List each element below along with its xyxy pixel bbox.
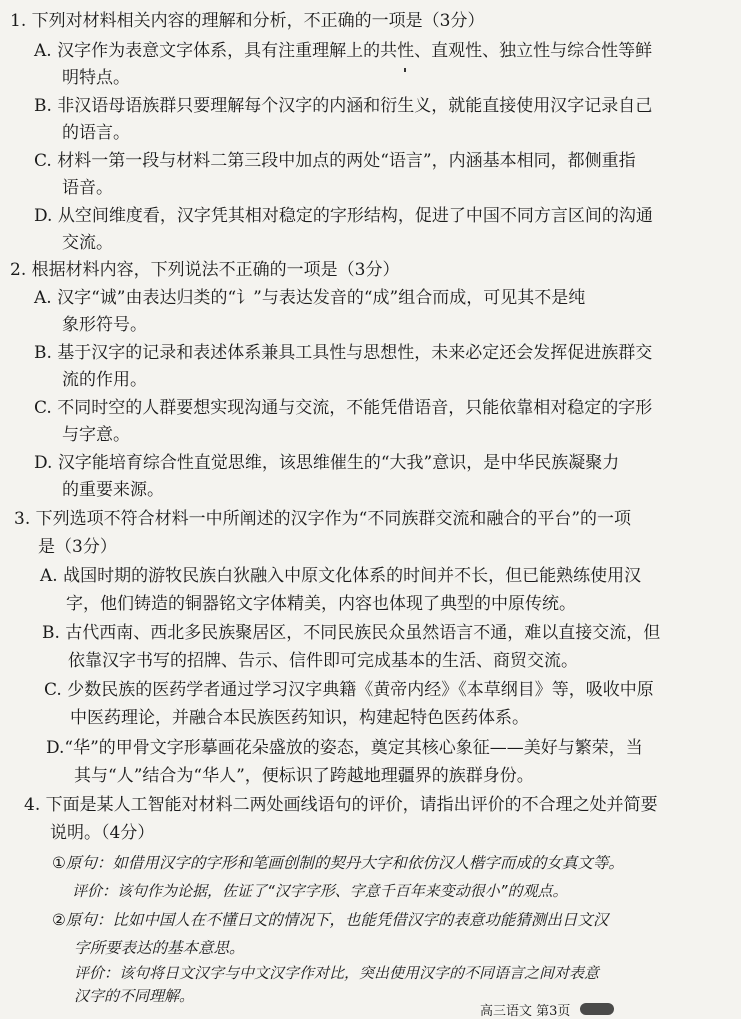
q3-stem: 3. 下列选项不符合材料一中所阐述的汉字作为“不同族群交流和融合的平台”的一项 [14,509,632,529]
q2-option-a: A. 汉字“诚”由表达归类的“讠”与表达发音的“成”组合而成，可见其不是纯 [34,288,586,308]
q4-item2-original-cont: 字所要表达的基本意思。 [74,939,245,957]
q4-item1-review: 评价：该句作为论据，佐证了“汉字字形、字意千百年来变动很小”的观点。 [72,882,568,900]
q3-option-d: D.“华”的甲骨文字形摹画花朵盛放的姿态，奠定其核心象征——美好与繁荣，当 [46,738,643,758]
q4-item2-original: ②原句：比如中国人在不懂日文的情况下，也能凭借汉字的表意功能猜测出日文汉 [52,911,609,929]
q2-stem: 2. 根据材料内容，下列说法不正确的一项是（3分） [10,260,400,280]
q1-option-a-cont: 明特点。 [62,68,130,88]
q3-option-a-cont: 字，他们铸造的铜器铭文字体精美，内容也体现了典型的中原传统。 [66,594,576,614]
q3-stem-cont: 是（3分） [38,537,117,557]
q3-option-c: C. 少数民族的医药学者通过学习汉字典籍《黄帝内经》《本草纲目》等，吸收中原 [44,680,654,700]
q1-option-d: D. 从空间维度看，汉字凭其相对稳定的字形结构，促进了中国不同方言区间的沟通 [34,206,653,226]
ink-dot [404,68,406,72]
q3-option-d-cont: 其与“人”结合为“华人”，便标识了跨越地理疆界的族群身份。 [74,766,534,786]
q4-item2-review: 评价：该句将日文汉字与中文汉字作对比，突出使用汉字的不同语言之间对表意 [74,964,600,982]
ink-smudge [580,1003,614,1015]
q3-option-a: A. 战国时期的游牧民族白狄融入中原文化体系的时间并不长，但已能熟练使用汉 [40,566,642,586]
page-footer: 高三语文 第3页 [480,1004,571,1019]
q1-option-b: B. 非汉语母语族群只要理解每个汉字的内涵和衍生义，就能直接使用汉字记录自己 [34,96,653,116]
q4-stem-cont: 说明。（4分） [50,823,155,843]
q2-option-c-cont: 与字意。 [62,425,130,445]
q1-option-a: A. 汉字作为表意文字体系，具有注重理解上的共性、直观性、独立性与综合性等鲜 [34,41,653,61]
q2-option-b-cont: 流的作用。 [62,370,147,390]
q4-item2-review-cont: 汉字的不同理解。 [74,987,195,1005]
q3-option-b-cont: 依靠汉字书写的招牌、告示、信件即可完成基本的生活、商贸交流。 [68,651,578,671]
q2-option-a-cont: 象形符号。 [62,315,147,335]
q3-option-c-cont: 中医药理论，并融合本民族医药知识，构建起特色医药体系。 [70,708,529,728]
q1-stem: 1. 下列对材料相关内容的理解和分析，不正确的一项是（3分） [10,11,485,31]
q1-option-b-cont: 的语言。 [62,123,130,143]
q2-option-d-cont: 的重要来源。 [62,480,164,500]
q1-option-c: C. 材料一第一段与材料二第三段中加点的两处“语言”，内涵基本相同，都侧重指 [34,151,636,171]
q3-option-b: B. 古代西南、西北多民族聚居区，不同民族民众虽然语言不通，难以直接交流，但 [42,623,661,643]
q1-option-d-cont: 交流。 [62,233,113,253]
q1-option-c-cont: 语音。 [62,178,113,198]
q2-option-b: B. 基于汉字的记录和表述体系兼具工具性与思想性，未来必定还会发挥促进族群交 [34,343,653,363]
q4-item1-original: ①原句：如借用汉字的字形和笔画创制的契丹大字和依仿汉人楷字而成的女真文等。 [52,854,624,872]
q2-option-d: D. 汉字能培育综合性直觉思维，该思维催生的“大我”意识，是中华民族凝聚力 [34,453,620,473]
q2-option-c: C. 不同时空的人群要想实现沟通与交流，不能凭借语音，只能依靠相对稳定的字形 [34,398,653,418]
q4-stem: 4. 下面是某人工智能对材料二两处画线语句的评价，请指出评价的不合理之处并简要 [24,795,658,815]
